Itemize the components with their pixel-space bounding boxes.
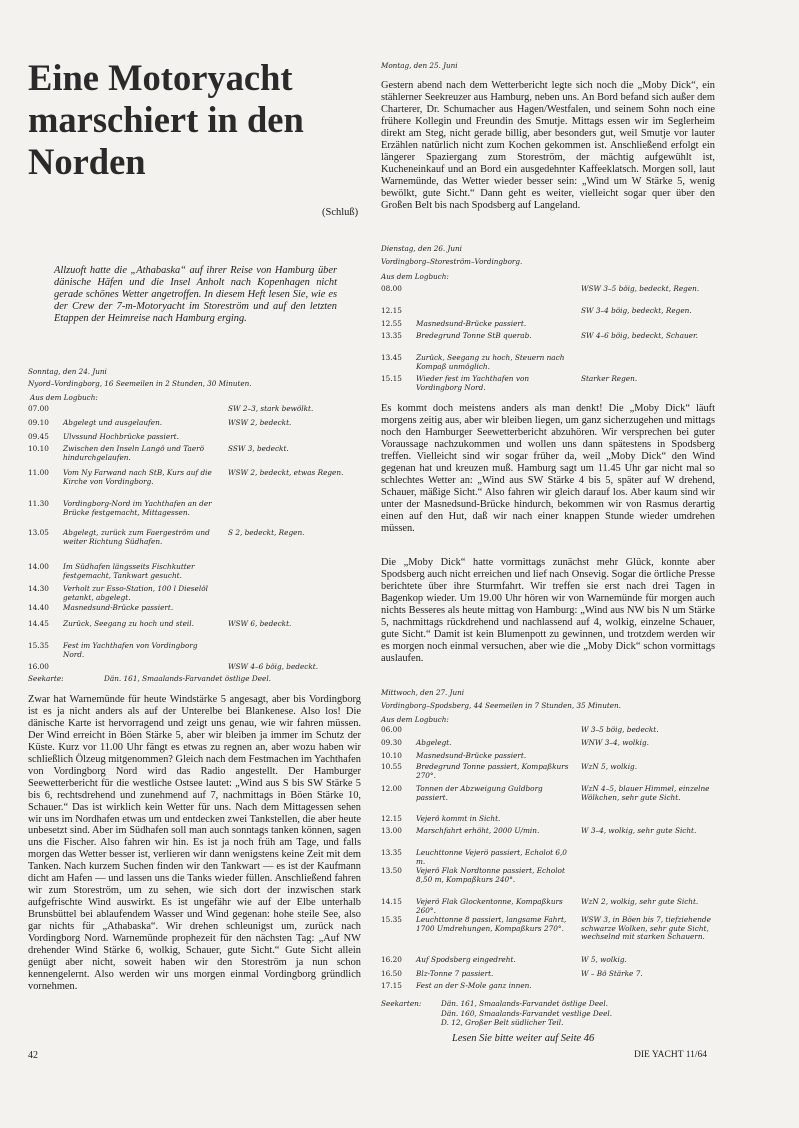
log-weather: W 5, wolkig. [581,955,627,964]
log-weather: S 2, bedeckt, Regen. [228,528,305,537]
log-weather: W – Bö Stärke 7. [581,969,643,978]
log-time: 08.00 [381,284,402,293]
log-time: 17.15 [381,981,402,990]
log-event: Auf Spodsberg eingedreht. [416,955,516,964]
log-time: 06.00 [381,725,402,734]
log-time: 13.00 [381,826,402,835]
log-weather: WSW 2, bedeckt, etwas Regen. [228,468,344,477]
log-event: Ulvssund Hochbrücke passiert. [63,432,179,441]
log-weather: SSW 3, bedeckt. [228,444,289,453]
log-weather: Starker Regen. [581,374,638,383]
day4-logbook [381,726,716,996]
log-weather: WzN 4–5, blauer Himmel, einzelne Wölkchen, sehr gute Sicht. [581,784,710,802]
log-time: 13.05 [28,528,49,537]
log-time: 11.30 [28,499,49,508]
log-time: 14.15 [381,897,402,906]
chart-ref: Dän. 160, Smaalands-Farvandet vestlige Deel. [441,1008,613,1018]
log-event: Fest an der S-Mole ganz innen. [416,981,532,990]
day1-route: Nyord–Vordingborg, 16 Seemeilen in 2 Stunden, 30 Minuten. [28,379,252,388]
body-text-right-2: Die „Moby Dick“ hatte vormittags zunächst mehr Glück, konnte aber Spodsberg auch nicht erreichen und lief nach Onsevig. Sogar die örtliche Presse berichtete über ihre Sturmfahrt. Wir treffen sie erst nach drei Tagen in Bagenkop wieder. Um 19.00 Uhr hören wir von Warnemünde für morgen auch nichts Besseres als heute mittag von Hamburg: „Wind aus NW bis N um Stärke 5, nachmittags rückdrehend und nachlassend auf 4, wolkig, einzelne Schauer, gute Sicht.“ Damit ist kein Blumenpott zu gewinnen, und trotzdem werden wir es morgen noch einmal versuchen, aber wie die „Moby Dick“ schon vormittags auslaufen. [381,557,715,664]
log-event: Leuchttonne 8 passiert, langsame Fahrt, 1700 Umdrehungen, Kompaßkurs 270°. [416,915,567,933]
day4-log-title: Aus dem Logbuch: [381,715,449,724]
log-time: 13.45 [381,353,402,362]
log-time: 10.55 [381,762,402,771]
log-event: Zwischen den Inseln Langö und Taerö hindurchgelaufen. [63,444,205,462]
log-time: 15.35 [28,641,49,650]
day3-logbook [381,285,716,390]
continued-note: Lesen Sie bitte weiter auf Seite 46 [452,1033,595,1044]
continuation-note: (Schluß) [322,207,359,218]
log-weather: WSW 6, bedeckt. [228,619,292,628]
log-event: Marschfahrt erhöht, 2000 U/min. [416,826,540,835]
article-intro: Allzuoft hatte die „Athabaska“ auf ihrer Reise von Hamburg über dänische Häfen und die Insel Anholt nach Kopenhagen nicht gerade schönes Wetter angetroffen. In diesem Heft lesen Sie, wie es der Crew der 7-m-Motoryacht im Storeström und auf den letzten Etappen der Heimreise nach Hamburg erging. [54,265,337,325]
log-time: 13.35 [381,331,402,340]
article-title: Eine Motoryacht marschiert in den Norden [28,57,304,182]
log-event: Wieder fest im Yachthafen von Vordingborg Nord. [416,374,530,392]
log-time: 15.35 [381,915,402,924]
day3-route: Vordingborg–Storeström–Vordingborg. [381,257,523,266]
log-time: 09.10 [28,418,49,427]
log-event: Bredegrund Tonne passiert, Kompaßkurs 270°. [416,762,569,780]
log-time: 12.15 [381,814,402,823]
log-weather: WNW 3–4, wolkig. [581,738,649,747]
log-event: Abgelegt, zurück zum Faergeström und weiter Richtung Südhafen. [63,528,210,546]
day4-route: Vordingborg–Spodsberg, 44 Seemeilen in 7 Stunden, 35 Minuten. [381,701,621,710]
day4-date: Mittwoch, den 27. Juni [381,688,465,697]
log-time: 11.00 [28,468,49,477]
log-event: Vordingborg-Nord im Yachthafen an der Brücke festgemacht, Mittagessen. [63,499,212,517]
chart-ref: Dän. 161, Smaalands-Farvandet östlige Deel. [104,674,271,683]
log-event: Vom Ny Farwand nach StB, Kurs auf die Kirche von Vordingborg. [63,468,212,486]
log-event: Zurück, Seegang zu hoch und steil. [63,619,194,628]
log-time: 10.10 [381,751,402,760]
day3-date: Dienstag, den 26. Juni [381,244,462,253]
log-event: Masnedsund-Brücke passiert. [416,319,527,328]
day3-log-title: Aus dem Logbuch: [381,272,449,281]
magazine-folio: DIE YACHT 11/64 [634,1050,708,1060]
log-weather: W 3–4, wolkig, sehr gute Sicht. [581,826,697,835]
log-weather: WSW 3, in Böen bis 7, tiefziehende schwarze Wolken, sehr gute Sicht, wechselnd mit starken Schauern. [581,915,711,942]
log-event: Bredegrund Tonne StB querab. [416,331,532,340]
log-time: 14.45 [28,619,49,628]
log-event: Leuchttonne Vejerö passiert, Echolot 6,0 m. [416,848,567,866]
log-time: 16.00 [28,662,49,671]
log-event: Im Südhafen längsseits Fischkutter festgemacht, Tankwart gesucht. [63,562,195,580]
log-event: Vejerö Flak Glockentonne, Kompaßkurs 260°. [416,897,563,915]
log-time: 16.50 [381,969,402,978]
log-event: Abgelegt. [416,738,452,747]
charts-label: Seekarten: [381,999,422,1008]
log-weather: SW 3–4 böig, bedeckt, Regen. [581,306,692,315]
day4-charts [381,1000,716,1030]
log-event: Abgelegt und ausgelaufen. [63,418,163,427]
log-time: 14.30 [28,584,49,593]
log-time: 14.00 [28,562,49,571]
log-weather: WSW 3–5 böig, bedeckt, Regen. [581,284,700,293]
log-time: 12.15 [381,306,402,315]
log-time: 15.15 [381,374,402,383]
day1-charts [28,675,363,685]
log-time: 07.00 [28,404,49,413]
log-event: Blz-Tonne 7 passiert. [416,969,494,978]
log-weather: WSW 2, bedeckt. [228,418,292,427]
log-time: 14.40 [28,603,49,612]
log-time: 16.20 [381,955,402,964]
log-weather: WSW 4–6 böig, bedeckt. [228,662,319,671]
log-time: 12.00 [381,784,402,793]
day1-date: Sonntag, den 24. Juni [28,367,107,376]
log-event: Masnedsund-Brücke passiert. [63,603,174,612]
body-text-left: Zwar hat Warnemünde für heute Windstärke 5 angesagt, aber bis Vordingborg ist es ja nicht anders als auf der Unterelbe bei Blankenese. Also los! Die dänische Karte ist hervorragend und zeigt uns genau, wie wir fahren müssen. Der Wind erreicht in Böen Stärke 5, aber wir bleiben ja immer im Schutz der Küste. Kurz vor 11.00 Uhr fängt es etwas zu regnen an, aber wozu haben wir schließlich Ölzeug mitgenommen? Gleich nach dem Festmachen im Yachthafen von Vordingborg Nord wird das Radio angestellt. Der Hamburger Seewetterbericht für die westliche Ostsee lautet: „Wind aus S bis SW Stärke 5 bis 6, rechtsdrehend und zunehmend auf 7, nachmittags in Böen Stärke 10, Schauer.“ Das ist wirklich kein Wetter für uns. Nach dem Mittagessen sehen wir uns im Nordhafen etwas um und entdecken zwei Tankstellen, die aber heute unbesetzt sind. Aber im Südhafen soll man auch sonntags tanken können, sagen uns die Fischer. Also fahren wir hin. Es ist ja noch früh am Tage, und falls morgen das Wetter besser ist, verlieren wir dann wenigstens keine Zeit mit dem Tanken. Nach kurzem Suchen finden wir den Tankwart — es ist der Kaufmann dicht am Hafen — und lassen uns die Tanks wieder füllen. Anschließend fahren wir zum Storeström, um zu sehen, wie sich dort der inzwischen stark aufgefrischte Wind auswirkt. Es ist ungefähr wie auf der Elbe unterhalb Brunsbüttel bei ablaufendem Wasser und Wind gegenan: hohe steile See, also gar nichts für „Athabaska“. Wir drehen schleunigst um, zurück nach Vordingborg Nord. Warnemünde prophezeit für den nächsten Tag: „Auf NW drehender Wind Stärke 6, wolkig, Schauer, gute Sicht.“ Gute Sicht allein genügt aber nicht, soweit haben wir den Storeström ja nun schon kennengelernt. Also werden wir uns morgen einmal Vordingborg gründlich vornehmen. [28,694,361,992]
log-time: 09.45 [28,432,49,441]
day2-text: Gestern abend nach dem Wetterbericht legte sich noch die „Moby Dick“, ein stählerner Seekreuzer aus Hamburg, neben uns. An Bord befand sich außer dem Charterer, Dr. Schumacher aus Hagen/Westfalen, und seinem Sohn noch eine frühere Kollegin und Freundin des Smutje. Mittags essen wir im Seglerheim direkt am Steg, nicht gerade billig, aber besonders gut, weil Smutje vor lauter Erzählen natürlich nicht zum Kochen gekommen ist. Anschließend erfolgt ein längerer Spaziergang zum Storeström, der mächtig aufgewühlt ist, Kucheneinkauf und an Bord ein ausgedehnter Kaffeeklatsch. Morgen soll, laut Warnemünde, das Wetter wieder besser sein: „Wind um W Stärke 5, wenig bewölkt, gute Sicht.“ Dann geht es weiter, vielleicht sogar quer über den Großen Belt bis nach Spodsberg auf Langeland. [381,80,715,211]
day2-date: Montag, den 25. Juni [381,61,458,70]
body-text-right-1: Es kommt doch meistens anders als man denkt! Die „Moby Dick“ läuft morgens zeitig aus, aber wir bleiben liegen, um ganz sicherzugehen und mittags noch den Hamburger Seewetterbericht abzuhören. Wir versprechen bei guter Voraussage nachzukommen und wollen uns dann spätestens in Spodsberg treffen. Vielleicht sind wir sogar früher da, weil „Moby Dick“ den Wind gegenan hat und kreuzen muß. Hamburg sagt um 11.45 Uhr gar nicht mal so schlechtes Wetter an: „Wind aus SW Stärke 4 bis 5, später auf W drehend, Schauer, mäßige Sicht.“ Also fahren wir gleich darauf los. Aber kaum sind wir unter der Masnedsund-Brücke hindurch, bekommen wir von Rasmus derartig einen auf den Hut, daß wir nach einer knappen Stunde wieder umdrehen müssen. [381,403,715,534]
chart-ref: D. 12, Großer Belt südlicher Teil. [441,1018,564,1027]
log-event: Verholt zur Esso-Station, 100 l Dieselöl getankt, abgelegt. [63,584,208,602]
charts-label: Seekarte: [28,674,64,683]
log-time: 09.30 [381,738,402,747]
log-event: Fest im Yachthafen von Vordingborg Nord. [63,641,198,659]
log-weather: W 3–5 böig, bedeckt. [581,725,659,734]
log-time: 10.10 [28,444,49,453]
log-event: Masnedsund-Brücke passiert. [416,751,527,760]
page-number: 42 [28,1050,38,1061]
day1-log-title: Aus dem Logbuch: [30,393,98,402]
log-time: 13.35 [381,848,402,857]
log-event: Vejerö kommt in Sicht. [416,814,501,823]
log-weather: SW 4–6 böig, bedeckt, Schauer. [581,331,698,340]
day1-logbook [28,405,363,670]
log-event: Tonnen der Abzweigung Guldborg passiert. [416,784,543,802]
log-event: Vejerö Flak Nordtonne passiert, Echolot 8,50 m, Kompaßkurs 240°. [416,866,565,884]
log-time: 13.50 [381,866,402,875]
log-weather: WzN 5, wolkig. [581,762,638,771]
log-weather: SW 2–3, stark bewölkt. [228,404,314,413]
chart-ref: Dän. 161, Smaalands-Farvandet östlige Deel. [441,999,608,1008]
log-weather: WzN 2, wolkig, sehr gute Sicht. [581,897,699,906]
log-time: 12.55 [381,319,402,328]
log-event: Zurück, Seegang zu hoch, Steuern nach Kompaß unmöglich. [416,353,565,371]
